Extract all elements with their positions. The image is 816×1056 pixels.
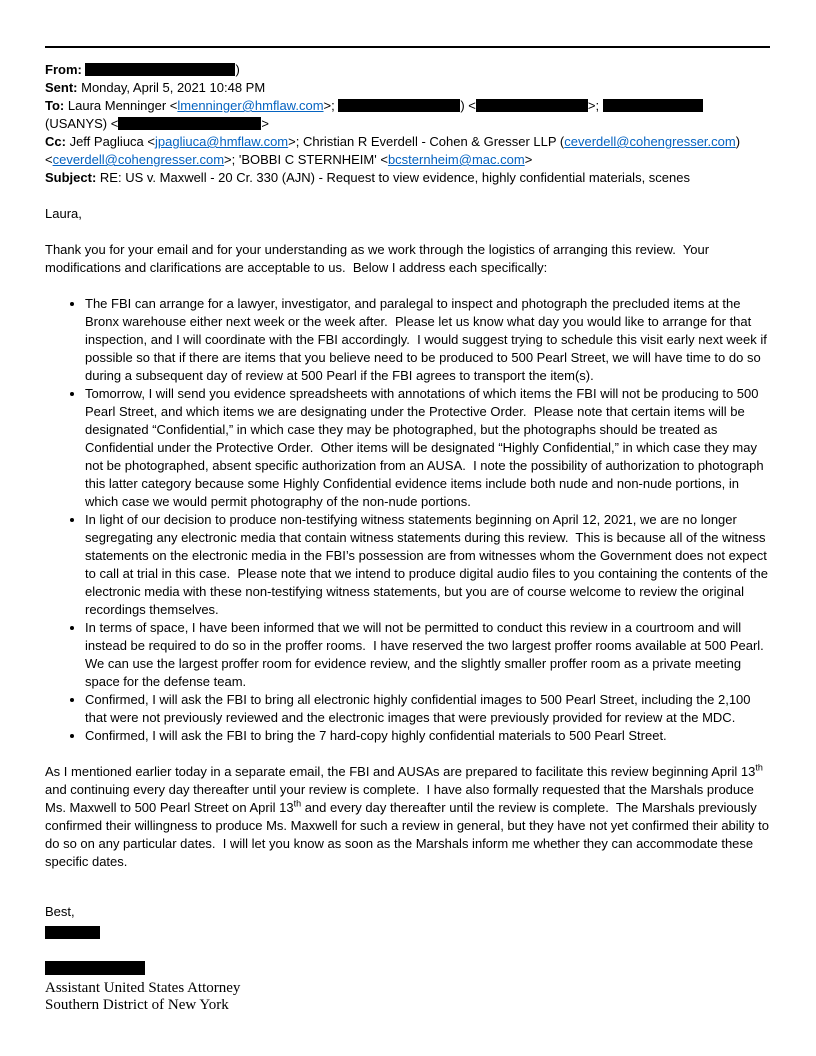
signoff: Best,	[45, 904, 75, 919]
email-link-ceverdell-paren[interactable]: ceverdell@cohengresser.com	[564, 134, 736, 149]
list-item: • Confirmed, I will ask the FBI to bring the 7 hard-copy highly confidential materials to 500 Pearl Street.	[85, 727, 770, 745]
closing-text: and continuing every day thereafter until your review is complete. I have also formally requested that the Marshals produce Ms. Maxwell to 500 Pearl Street on April 13	[45, 764, 767, 815]
email-body	[45, 205, 773, 921]
bullet-list	[45, 295, 770, 745]
ordinal-superscript: th	[293, 798, 302, 809]
signature-block	[45, 926, 770, 1014]
redaction-bar	[603, 99, 703, 112]
header-subject-line	[45, 169, 770, 187]
from-label: From:	[45, 62, 82, 77]
redaction-bar	[476, 99, 588, 112]
redaction-bar	[85, 63, 235, 76]
sent-label: Sent:	[45, 80, 78, 95]
email-headers	[45, 61, 770, 187]
redaction-bar	[338, 99, 460, 112]
list-item: • Confirmed, I will ask the FBI to bring all electronic highly confidential images to 500 Pearl Street, including the 2,100 that were not previously reviewed and the electronic images that were previously provided for review at the MDC.	[85, 691, 770, 727]
intro-paragraph: Thank you for your email and for your understanding as we work through the logistics of arranging this review. Your modifications and clarifications are acceptable to us. Below I address each specifically:	[45, 242, 713, 275]
cc-recipient-text: >; 'BOBBI C STERNHEIM' <	[224, 152, 388, 167]
closing-paragraph	[45, 762, 773, 871]
subject-label: Subject:	[45, 170, 97, 185]
to-separator: >;	[587, 98, 603, 113]
sent-value: Monday, April 5, 2021 10:48 PM	[81, 80, 266, 95]
email-link-bcsternheim[interactable]: bcsternheim@mac.com	[387, 152, 525, 167]
redaction-bar	[45, 926, 100, 939]
to-separator: >	[261, 116, 269, 131]
to-separator: >;	[323, 98, 339, 113]
cc-separator: <	[45, 152, 53, 167]
closing-text: As I mentioned earlier today in a separate email, the FBI and AUSAs are prepared to facilitate this review beginning April 13	[45, 764, 756, 779]
from-suffix: )	[235, 62, 240, 77]
to-separator: ) <	[460, 98, 476, 113]
email-link-lmenninger[interactable]: lmenninger@hmflaw.com	[177, 98, 324, 113]
salutation: Laura,	[45, 206, 82, 221]
signature-office: Southern District of New York	[45, 997, 229, 1013]
to-label: To:	[45, 98, 65, 113]
cc-separator: >	[524, 152, 533, 167]
header-cc-line	[45, 133, 770, 169]
ordinal-superscript: th	[755, 762, 763, 773]
list-item: • Tomorrow, I will send you evidence spreadsheets with annotations of which items the FBI will not be producing to 500 Pearl Street, and which items we are designating under the Protective Order. Please note that certain items will be designated “Confidential,” in which case they may be photographed, but the photographs should be treated as Confidential under the Protective Order. Other items will be designated “Highly Confidential,” in which case they may not be photographed, absent specific authorization from an AUSA. I note the possibility of authorization to photograph this latter category because some Highly Confidential evidence items include both nude and non-nude portions, in which case we would permit photography of the non-nude portions.	[85, 385, 770, 511]
cc-recipient-text: Jeff Pagliuca <	[69, 134, 155, 149]
email-link-ceverdell[interactable]: ceverdell@cohengresser.com	[52, 152, 225, 167]
email-link-jpagliuca[interactable]: jpagliuca@hmflaw.com	[154, 134, 289, 149]
header-from-line	[45, 61, 770, 79]
closing-text: and every day thereafter until the review is complete. The Marshals previously confirmed their willingness to produce Ms. Maxwell for such a review in general, but they have not yet confirmed their ability to do so on any particular dates. I will let you know as soon as the Marshals inform me whether they can accommodate these specific dates.	[45, 800, 773, 869]
to-recipient-text: Laura Menninger <	[67, 98, 178, 113]
list-item: • In terms of space, I have been informed that we will not be permitted to conduct this review in a courtroom and will instead be required to do so in the proffer rooms. I have reserved the two largest proffer rooms available at 500 Pearl. We can use the largest proffer room for evidence review, and the slightly smaller proffer room as a private meeting space for the defense team.	[85, 619, 770, 691]
header-to-line	[45, 97, 770, 133]
subject-value: RE: US v. Maxwell - 20 Cr. 330 (AJN) - Request to view evidence, highly confidential materials, scenes	[99, 170, 690, 185]
to-usanys-text: (USANYS) <	[45, 116, 119, 131]
list-item: • The FBI can arrange for a lawyer, investigator, and paralegal to inspect and photograph the precluded items at the Bronx warehouse either next week or the week after. Please let us know what day you would like to arrange for that inspection, and I will coordinate with the FBI accordingly. I would suggest trying to schedule this visit early next week if possible so that if there are items that you believe need to be produced to 500 Pearl Street, we will have time to do so during a subsequent day of review at 500 Pearl if the FBI agrees to transport the item(s).	[85, 295, 770, 385]
cc-label: Cc:	[45, 134, 66, 149]
list-item: • In light of our decision to produce non-testifying witness statements beginning on April 12, 2021, we are no longer segregating any electronic media that contain witness statements during this review. This is because all of the witness statements on the electronic media in the FBI’s possession are from witnesses whom the Government does not expect to call at trial in this case. Please note that we intend to produce digital audio files to you containing the contents of the electronic media with these non-testifying witness statements, but you are of course welcome to review the original recordings themselves.	[85, 511, 770, 619]
redaction-bar	[45, 961, 145, 975]
signature-title: Assistant United States Attorney	[45, 980, 241, 996]
redaction-bar	[118, 117, 261, 130]
top-divider	[45, 46, 770, 48]
cc-recipient-text: >; Christian R Everdell - Cohen & Gresser LLP (	[288, 134, 565, 149]
header-sent-line	[45, 79, 770, 97]
cc-separator: )	[735, 134, 741, 149]
